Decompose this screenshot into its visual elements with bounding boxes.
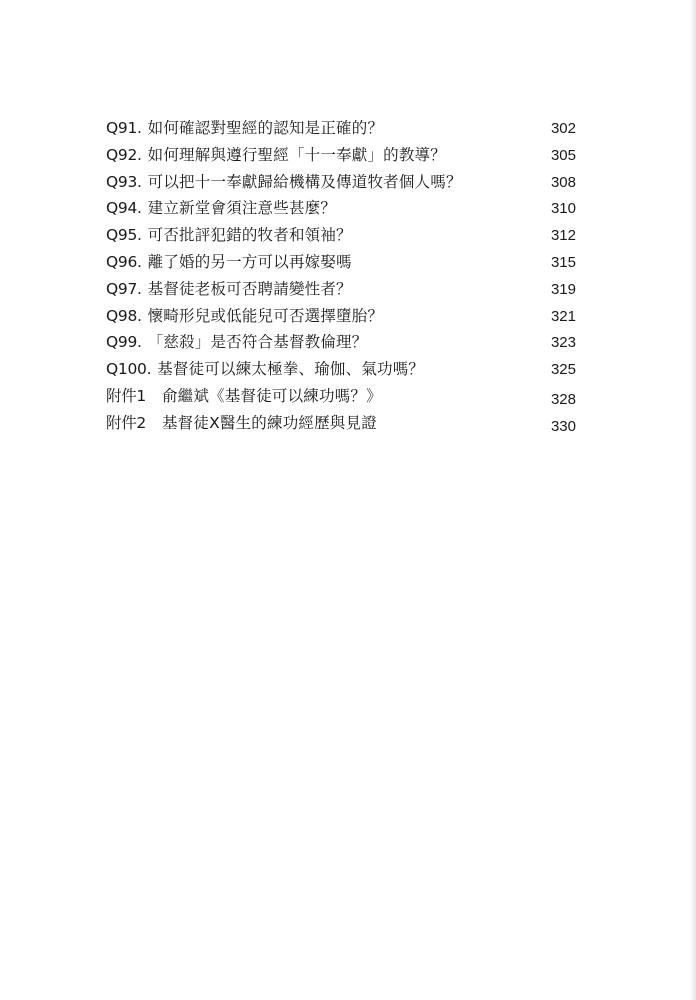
toc-entry-title: 離了婚的另一方可以再嫁娶嗎 [147, 252, 352, 271]
toc-entry-q91[interactable] [106, 115, 576, 142]
toc-appendix-1[interactable] [106, 383, 576, 410]
toc-appendix-title: 俞繼斌《基督徒可以練功嗎？》 [161, 386, 382, 405]
toc-entry-number: Q99. [106, 333, 142, 352]
toc-entry-page: 319 [550, 280, 576, 298]
toc-entry-page: 321 [550, 307, 576, 325]
toc-entry-title: 基督徒可以練太極拳、瑜伽、氣功嗎？ [157, 360, 425, 379]
toc-entry-q92[interactable] [106, 142, 576, 169]
toc-entry-page: 302 [550, 120, 576, 137]
toc-entry-title: 懷畸形兒或低能兒可否選擇墮胎？ [147, 306, 384, 325]
toc-appendix-title: 基督徒X醫生的練功經歷與見證 [161, 413, 377, 432]
toc-entry-q94[interactable] [106, 195, 576, 222]
page-edge-shadow [690, 0, 696, 1000]
toc-entry-q99[interactable] [106, 329, 576, 356]
toc-entry-title: 可以把十一奉獻歸給機構及傳道牧者個人嗎？ [147, 172, 462, 191]
toc-appendix-number: 附件2 [106, 413, 146, 432]
toc-entry-page: 308 [550, 173, 576, 191]
toc-entry-number: Q98. [106, 306, 142, 325]
toc-appendix-number: 附件1 [106, 386, 146, 405]
toc-entry-page: 312 [550, 227, 576, 245]
toc-appendix-page: 330 [550, 417, 576, 435]
toc-entry-number: Q100. [106, 360, 152, 379]
toc-entry-page: 315 [550, 253, 576, 271]
toc-entry-page: 325 [550, 361, 576, 379]
toc-entry-title: 建立新堂會須注意些甚麼？ [147, 199, 337, 218]
toc-appendix-page: 328 [550, 390, 576, 408]
toc-entry-q97[interactable] [106, 276, 576, 303]
toc-entry-q96[interactable] [106, 249, 576, 276]
toc-entry-page: 305 [550, 146, 576, 164]
toc-entry-page: 323 [550, 334, 576, 352]
toc-entry-title: 基督徒老板可否聘請變性者？ [147, 279, 352, 298]
toc-entry-number: Q93. [106, 172, 142, 191]
toc-entry-title: 「慈殺」是否符合基督教倫理？ [147, 333, 368, 352]
toc-entry-q93[interactable] [106, 169, 576, 196]
toc-entry-title: 如何確認對聖經的認知是正確的？ [147, 119, 384, 137]
toc-appendix-2[interactable] [106, 410, 576, 437]
toc-entry-number: Q91. [106, 119, 142, 137]
table-of-contents [106, 115, 576, 437]
toc-entry-number: Q94. [106, 199, 142, 218]
toc-entry-q100[interactable] [106, 356, 576, 383]
toc-entry-number: Q97. [106, 279, 142, 298]
toc-entry-number: Q95. [106, 226, 142, 245]
toc-entry-page: 310 [550, 200, 576, 218]
toc-entry-number: Q96. [106, 252, 142, 271]
toc-entry-q95[interactable] [106, 222, 576, 249]
toc-entry-title: 如何理解與遵行聖經「十一奉獻」的教導？ [147, 145, 446, 164]
toc-entry-q98[interactable] [106, 303, 576, 330]
toc-entry-title: 可否批評犯錯的牧者和領袖？ [147, 226, 352, 245]
toc-entry-number: Q92. [106, 145, 142, 164]
